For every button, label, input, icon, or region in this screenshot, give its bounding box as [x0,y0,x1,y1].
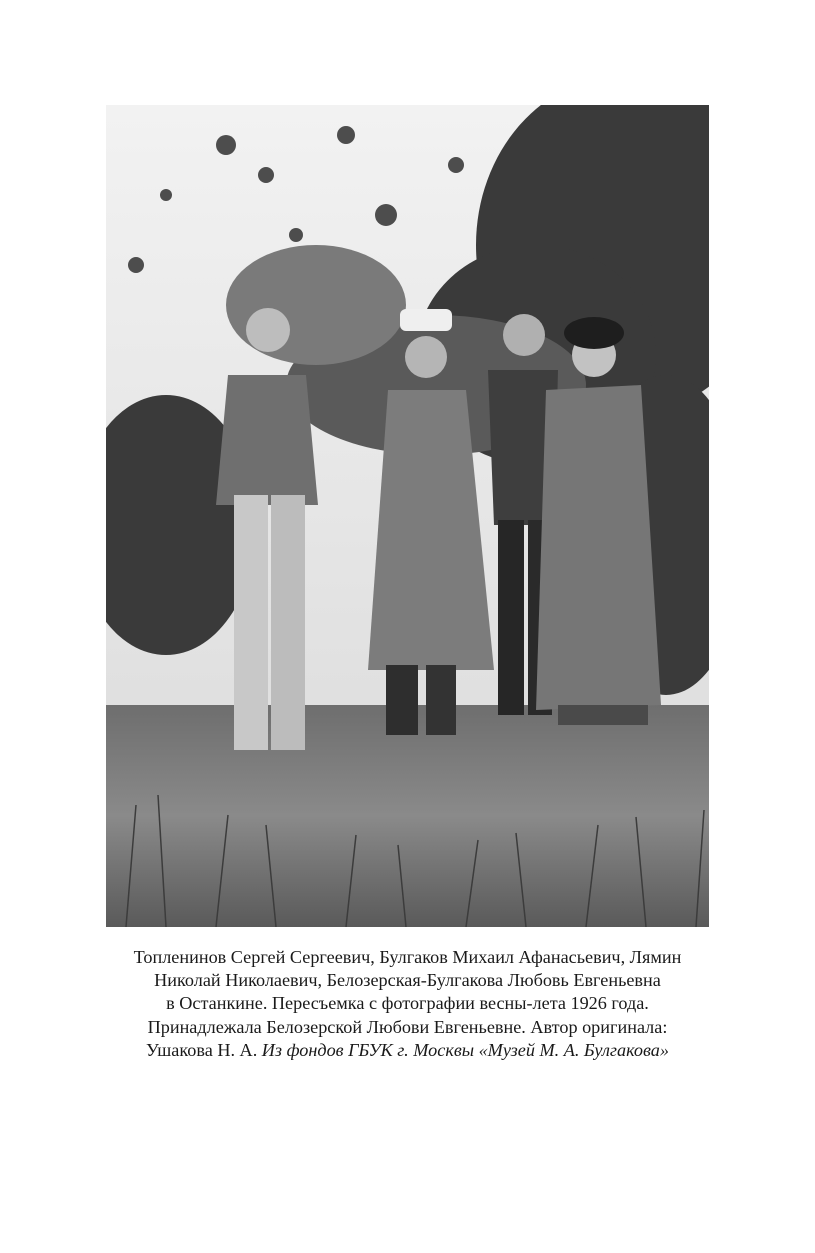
caption-line-2: Николай Николаевич, Белозерская-Булгакова Любовь Евгеньевна [154,970,661,991]
caption-line-5 [60,1039,755,1062]
caption-source: Из фондов ГБУК г. Москвы «Музей М. А. Булгакова» [261,1039,669,1060]
photo-caption [60,946,755,1062]
archival-photograph [106,105,709,927]
caption-line-1: Топленинов Сергей Сергеевич, Булгаков Михаил Афанасьевич, Лямин [133,947,682,967]
caption-line-4: Принадлежала Белозерской Любови Евгеньевне. Автор оригинала: [147,1016,668,1037]
caption-line-3: в Останкине. Пересъемка с фотографии весны-лета 1926 года. [166,993,649,1014]
caption-author: Ушакова Н. А. [146,1039,262,1060]
